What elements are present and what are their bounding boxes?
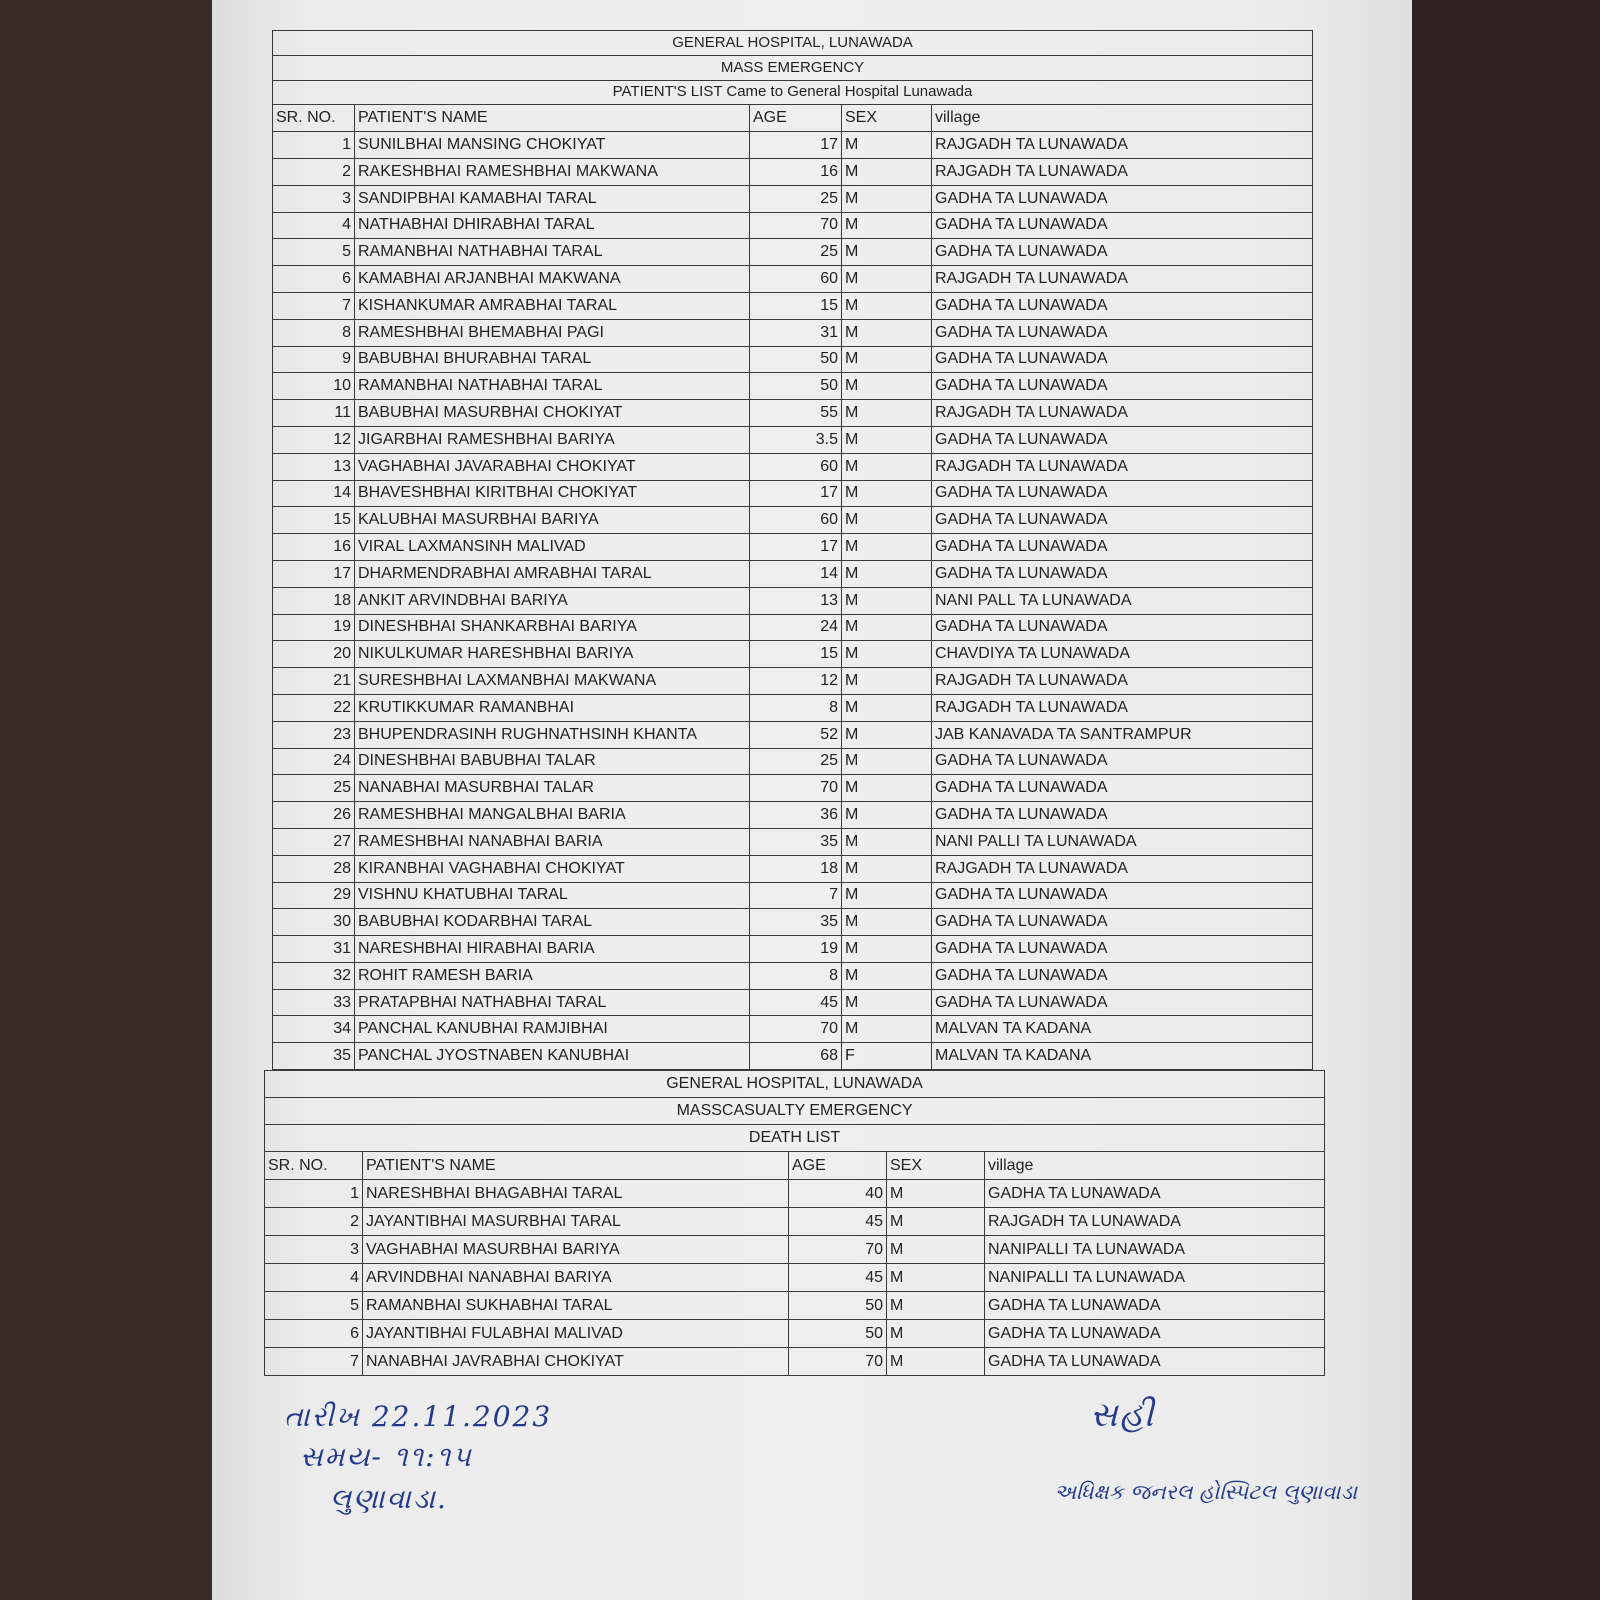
patients-table [272, 30, 1313, 1070]
age-cell: 45 [750, 989, 842, 1016]
patient-row [273, 292, 1313, 319]
patient-row [273, 855, 1313, 882]
sex-cell: M [842, 855, 932, 882]
age-cell: 17 [750, 132, 842, 159]
village-cell: GADHA TA LUNAWADA [932, 426, 1313, 453]
name-cell: BHUPENDRASINH RUGHNATHSINH KHANTA [355, 721, 750, 748]
village-cell: GADHA TA LUNAWADA [932, 614, 1313, 641]
emergency-title: MASS EMERGENCY [273, 55, 1313, 80]
village-cell: RAJGADH TA LUNAWADA [932, 158, 1313, 185]
handwritten-place: લુણાવાડા. [330, 1482, 448, 1515]
sr-cell: 17 [273, 560, 355, 587]
village-cell: RAJGADH TA LUNAWADA [932, 668, 1313, 695]
age-cell: 8 [750, 962, 842, 989]
patients-header-row [273, 105, 1313, 132]
village-cell: GADHA TA LUNAWADA [932, 534, 1313, 561]
name-cell: RAMESHBHAI BHEMABHAI PAGI [355, 319, 750, 346]
sr-cell: 21 [273, 668, 355, 695]
village-cell: GADHA TA LUNAWADA [932, 802, 1313, 829]
sr-cell: 11 [273, 400, 355, 427]
patients-list-title: PATIENT'S LIST Came to General Hospital Lunawada [273, 80, 1313, 105]
village-cell: GADHA TA LUNAWADA [932, 748, 1313, 775]
sr-cell: 23 [273, 721, 355, 748]
death-col-village: village [985, 1152, 1325, 1180]
sex-cell: M [842, 266, 932, 293]
col-age: AGE [750, 105, 842, 132]
sex-cell: M [842, 962, 932, 989]
age-cell: 15 [750, 641, 842, 668]
sr-cell: 2 [273, 158, 355, 185]
sex-cell: M [887, 1208, 985, 1236]
patient-sheet [268, 30, 1312, 1376]
name-cell: VAGHABHAI JAVARABHAI CHOKIYAT [355, 453, 750, 480]
sex-cell: M [842, 721, 932, 748]
death-row [265, 1236, 1325, 1264]
name-cell: DINESHBHAI BABUBHAI TALAR [355, 748, 750, 775]
name-cell: RAMESHBHAI MANGALBHAI BARIA [355, 802, 750, 829]
col-sex: SEX [842, 105, 932, 132]
sex-cell: M [842, 453, 932, 480]
hospital-title: GENERAL HOSPITAL, LUNAWADA [273, 31, 1313, 56]
sex-cell: M [842, 882, 932, 909]
age-cell: 52 [750, 721, 842, 748]
sr-cell: 27 [273, 828, 355, 855]
age-cell: 70 [750, 212, 842, 239]
sr-cell: 1 [265, 1180, 363, 1208]
age-cell: 70 [789, 1348, 887, 1376]
village-cell: GADHA TA LUNAWADA [932, 882, 1313, 909]
patient-row [273, 775, 1313, 802]
village-cell: RAJGADH TA LUNAWADA [985, 1208, 1325, 1236]
village-cell: GADHA TA LUNAWADA [932, 212, 1313, 239]
sex-cell: M [842, 534, 932, 561]
patient-row [273, 614, 1313, 641]
age-cell: 70 [789, 1236, 887, 1264]
handwritten-date: તારીખ 22.11.2023 [284, 1400, 553, 1433]
col-name: PATIENT'S NAME [355, 105, 750, 132]
name-cell: NIKULKUMAR HARESHBHAI BARIYA [355, 641, 750, 668]
village-cell: MALVAN TA KADANA [932, 1016, 1313, 1043]
sr-cell: 4 [265, 1264, 363, 1292]
age-cell: 40 [789, 1180, 887, 1208]
sr-cell: 24 [273, 748, 355, 775]
sr-cell: 29 [273, 882, 355, 909]
patient-row [273, 989, 1313, 1016]
patient-row [273, 668, 1313, 695]
sr-cell: 3 [265, 1236, 363, 1264]
age-cell: 7 [750, 882, 842, 909]
death-col-name: PATIENT'S NAME [363, 1152, 789, 1180]
patient-row [273, 909, 1313, 936]
name-cell: SANDIPBHAI KAMABHAI TARAL [355, 185, 750, 212]
sex-cell: M [842, 239, 932, 266]
name-cell: RAMESHBHAI NANABHAI BARIA [355, 828, 750, 855]
sr-cell: 14 [273, 480, 355, 507]
sex-cell: M [842, 909, 932, 936]
village-cell: RAJGADH TA LUNAWADA [932, 132, 1313, 159]
name-cell: RAMANBHAI NATHABHAI TARAL [355, 373, 750, 400]
sr-cell: 6 [265, 1320, 363, 1348]
name-cell: DHARMENDRABHAI AMRABHAI TARAL [355, 560, 750, 587]
village-cell: GADHA TA LUNAWADA [985, 1348, 1325, 1376]
sex-cell: M [842, 560, 932, 587]
sex-cell: M [842, 292, 932, 319]
village-cell: JAB KANAVADA TA SANTRAMPUR [932, 721, 1313, 748]
name-cell: PANCHAL KANUBHAI RAMJIBHAI [355, 1016, 750, 1043]
death-col-sex: SEX [887, 1152, 985, 1180]
village-cell: GADHA TA LUNAWADA [932, 909, 1313, 936]
name-cell: JIGARBHAI RAMESHBHAI BARIYA [355, 426, 750, 453]
age-cell: 3.5 [750, 426, 842, 453]
sr-cell: 12 [273, 426, 355, 453]
sr-cell: 10 [273, 373, 355, 400]
sex-cell: M [842, 989, 932, 1016]
name-cell: KALUBHAI MASURBHAI BARIYA [355, 507, 750, 534]
sr-cell: 34 [273, 1016, 355, 1043]
sex-cell: M [842, 400, 932, 427]
village-cell: GADHA TA LUNAWADA [985, 1292, 1325, 1320]
name-cell: NARESHBHAI HIRABHAI BARIA [355, 936, 750, 963]
sr-cell: 4 [273, 212, 355, 239]
age-cell: 60 [750, 507, 842, 534]
village-cell: GADHA TA LUNAWADA [932, 560, 1313, 587]
patient-row [273, 721, 1313, 748]
sr-cell: 19 [273, 614, 355, 641]
sex-cell: M [887, 1264, 985, 1292]
background-right [1412, 0, 1600, 1600]
village-cell: GADHA TA LUNAWADA [932, 292, 1313, 319]
age-cell: 70 [750, 1016, 842, 1043]
sex-cell: M [887, 1236, 985, 1264]
village-cell: GADHA TA LUNAWADA [932, 346, 1313, 373]
age-cell: 13 [750, 587, 842, 614]
sex-cell: M [842, 346, 932, 373]
village-cell: RAJGADH TA LUNAWADA [932, 694, 1313, 721]
patient-row [273, 962, 1313, 989]
sex-cell: M [887, 1180, 985, 1208]
sr-cell: 35 [273, 1043, 355, 1070]
sr-cell: 7 [273, 292, 355, 319]
sr-cell: 8 [273, 319, 355, 346]
death-col-sr: SR. NO. [265, 1152, 363, 1180]
sex-cell: M [842, 319, 932, 346]
sex-cell: M [842, 426, 932, 453]
age-cell: 19 [750, 936, 842, 963]
age-cell: 25 [750, 239, 842, 266]
name-cell: NANABHAI JAVRABHAI CHOKIYAT [363, 1348, 789, 1376]
age-cell: 31 [750, 319, 842, 346]
patient-row [273, 534, 1313, 561]
age-cell: 45 [789, 1264, 887, 1292]
patient-row [273, 1043, 1313, 1070]
patient-row [273, 748, 1313, 775]
name-cell: RAMANBHAI SUKHABHAI TARAL [363, 1292, 789, 1320]
age-cell: 14 [750, 560, 842, 587]
village-cell: GADHA TA LUNAWADA [932, 319, 1313, 346]
age-cell: 36 [750, 802, 842, 829]
age-cell: 35 [750, 828, 842, 855]
sr-cell: 16 [273, 534, 355, 561]
patient-row [273, 641, 1313, 668]
age-cell: 18 [750, 855, 842, 882]
sex-cell: M [842, 480, 932, 507]
background-left [0, 0, 212, 1600]
sex-cell: M [887, 1348, 985, 1376]
age-cell: 17 [750, 534, 842, 561]
village-cell: RAJGADH TA LUNAWADA [932, 400, 1313, 427]
village-cell: GADHA TA LUNAWADA [932, 185, 1313, 212]
patient-row [273, 266, 1313, 293]
sex-cell: M [887, 1320, 985, 1348]
patient-row [273, 158, 1313, 185]
name-cell: SUNILBHAI MANSING CHOKIYAT [355, 132, 750, 159]
patient-row [273, 507, 1313, 534]
sex-cell: M [842, 212, 932, 239]
name-cell: VAGHABHAI MASURBHAI BARIYA [363, 1236, 789, 1264]
name-cell: KIRANBHAI VAGHABHAI CHOKIYAT [355, 855, 750, 882]
name-cell: PANCHAL JYOSTNABEN KANUBHAI [355, 1043, 750, 1070]
name-cell: SURESHBHAI LAXMANBHAI MAKWANA [355, 668, 750, 695]
sr-cell: 28 [273, 855, 355, 882]
village-cell: GADHA TA LUNAWADA [932, 373, 1313, 400]
village-cell: CHAVDIYA TA LUNAWADA [932, 641, 1313, 668]
sr-cell: 5 [273, 239, 355, 266]
name-cell: KRUTIKKUMAR RAMANBHAI [355, 694, 750, 721]
sex-cell: M [842, 828, 932, 855]
village-cell: GADHA TA LUNAWADA [932, 989, 1313, 1016]
document-page [212, 0, 1412, 1600]
death-row [265, 1208, 1325, 1236]
age-cell: 17 [750, 480, 842, 507]
death-row [265, 1320, 1325, 1348]
age-cell: 50 [789, 1292, 887, 1320]
name-cell: RAMANBHAI NATHABHAI TARAL [355, 239, 750, 266]
handwritten-time: સમય- ૧૧:૧૫ [300, 1440, 473, 1473]
age-cell: 15 [750, 292, 842, 319]
death-col-age: AGE [789, 1152, 887, 1180]
name-cell: ARVINDBHAI NANABHAI BARIYA [363, 1264, 789, 1292]
sr-cell: 30 [273, 909, 355, 936]
name-cell: JAYANTIBHAI FULABHAI MALIVAD [363, 1320, 789, 1348]
name-cell: NANABHAI MASURBHAI TALAR [355, 775, 750, 802]
name-cell: BABUBHAI BHURABHAI TARAL [355, 346, 750, 373]
sr-cell: 1 [273, 132, 355, 159]
age-cell: 35 [750, 909, 842, 936]
sex-cell: M [842, 373, 932, 400]
village-cell: MALVAN TA KADANA [932, 1043, 1313, 1070]
col-sr: SR. NO. [273, 105, 355, 132]
patient-row [273, 882, 1313, 909]
patient-row [273, 480, 1313, 507]
age-cell: 25 [750, 748, 842, 775]
village-cell: GADHA TA LUNAWADA [932, 480, 1313, 507]
name-cell: ROHIT RAMESH BARIA [355, 962, 750, 989]
patient-row [273, 694, 1313, 721]
name-cell: BABUBHAI KODARBHAI TARAL [355, 909, 750, 936]
sex-cell: M [842, 775, 932, 802]
signature-mark: સહી [1090, 1395, 1156, 1435]
age-cell: 16 [750, 158, 842, 185]
sex-cell: M [842, 185, 932, 212]
village-cell: GADHA TA LUNAWADA [932, 936, 1313, 963]
age-cell: 68 [750, 1043, 842, 1070]
sr-cell: 22 [273, 694, 355, 721]
village-cell: NANIPALLI TA LUNAWADA [985, 1236, 1325, 1264]
sr-cell: 3 [273, 185, 355, 212]
village-cell: NANI PALL TA LUNAWADA [932, 587, 1313, 614]
col-village: village [932, 105, 1313, 132]
patient-row [273, 828, 1313, 855]
sr-cell: 9 [273, 346, 355, 373]
patient-row [273, 185, 1313, 212]
patient-row [273, 373, 1313, 400]
death-emergency-title: MASSCASUALTY EMERGENCY [265, 1098, 1325, 1125]
sr-cell: 32 [273, 962, 355, 989]
sex-cell: M [842, 507, 932, 534]
village-cell: NANIPALLI TA LUNAWADA [985, 1264, 1325, 1292]
death-row [265, 1264, 1325, 1292]
sex-cell: M [842, 158, 932, 185]
sex-cell: M [842, 802, 932, 829]
name-cell: BABUBHAI MASURBHAI CHOKIYAT [355, 400, 750, 427]
name-cell: DINESHBHAI SHANKARBHAI BARIYA [355, 614, 750, 641]
patient-row [273, 400, 1313, 427]
sr-cell: 7 [265, 1348, 363, 1376]
age-cell: 60 [750, 453, 842, 480]
age-cell: 55 [750, 400, 842, 427]
sr-cell: 25 [273, 775, 355, 802]
sr-cell: 13 [273, 453, 355, 480]
village-cell: GADHA TA LUNAWADA [985, 1320, 1325, 1348]
patient-row [273, 1016, 1313, 1043]
name-cell: BHAVESHBHAI KIRITBHAI CHOKIYAT [355, 480, 750, 507]
age-cell: 50 [750, 346, 842, 373]
sex-cell: M [842, 641, 932, 668]
death-row [265, 1292, 1325, 1320]
sex-cell: M [842, 936, 932, 963]
sr-cell: 26 [273, 802, 355, 829]
patient-row [273, 132, 1313, 159]
name-cell: NARESHBHAI BHAGABHAI TARAL [363, 1180, 789, 1208]
sr-cell: 18 [273, 587, 355, 614]
sex-cell: M [842, 1016, 932, 1043]
death-row [265, 1348, 1325, 1376]
village-cell: NANI PALLI TA LUNAWADA [932, 828, 1313, 855]
age-cell: 70 [750, 775, 842, 802]
sex-cell: M [842, 614, 932, 641]
age-cell: 60 [750, 266, 842, 293]
village-cell: RAJGADH TA LUNAWADA [932, 855, 1313, 882]
age-cell: 50 [789, 1320, 887, 1348]
name-cell: NATHABHAI DHIRABHAI TARAL [355, 212, 750, 239]
name-cell: KISHANKUMAR AMRABHAI TARAL [355, 292, 750, 319]
age-cell: 45 [789, 1208, 887, 1236]
patient-row [273, 802, 1313, 829]
name-cell: PRATAPBHAI NATHABHAI TARAL [355, 989, 750, 1016]
sex-cell: M [887, 1292, 985, 1320]
sr-cell: 31 [273, 936, 355, 963]
sex-cell: M [842, 694, 932, 721]
sr-cell: 20 [273, 641, 355, 668]
sex-cell: M [842, 668, 932, 695]
patient-row [273, 346, 1313, 373]
patient-row [273, 212, 1313, 239]
village-cell: GADHA TA LUNAWADA [932, 775, 1313, 802]
death-row [265, 1180, 1325, 1208]
sr-cell: 6 [273, 266, 355, 293]
village-cell: GADHA TA LUNAWADA [932, 239, 1313, 266]
name-cell: VIRAL LAXMANSINH MALIVAD [355, 534, 750, 561]
sr-cell: 33 [273, 989, 355, 1016]
death-header-row [265, 1152, 1325, 1180]
village-cell: GADHA TA LUNAWADA [932, 507, 1313, 534]
name-cell: KAMABHAI ARJANBHAI MAKWANA [355, 266, 750, 293]
patient-row [273, 587, 1313, 614]
sr-cell: 5 [265, 1292, 363, 1320]
sex-cell: M [842, 132, 932, 159]
sex-cell: M [842, 748, 932, 775]
village-cell: RAJGADH TA LUNAWADA [932, 266, 1313, 293]
patient-row [273, 426, 1313, 453]
age-cell: 12 [750, 668, 842, 695]
sr-cell: 2 [265, 1208, 363, 1236]
age-cell: 24 [750, 614, 842, 641]
death-table [264, 1070, 1325, 1376]
age-cell: 50 [750, 373, 842, 400]
village-cell: GADHA TA LUNAWADA [985, 1180, 1325, 1208]
signature-designation: અધિક્ષક જનરલ હોસ્પિટલ લુણાવાડા [1054, 1480, 1358, 1504]
age-cell: 8 [750, 694, 842, 721]
village-cell: RAJGADH TA LUNAWADA [932, 453, 1313, 480]
patient-row [273, 453, 1313, 480]
sex-cell: M [842, 587, 932, 614]
sr-cell: 15 [273, 507, 355, 534]
patient-row [273, 319, 1313, 346]
age-cell: 25 [750, 185, 842, 212]
patient-row [273, 560, 1313, 587]
death-hospital-title: GENERAL HOSPITAL, LUNAWADA [265, 1071, 1325, 1098]
village-cell: GADHA TA LUNAWADA [932, 962, 1313, 989]
name-cell: VISHNU KHATUBHAI TARAL [355, 882, 750, 909]
death-list-title: DEATH LIST [265, 1125, 1325, 1152]
sex-cell: F [842, 1043, 932, 1070]
name-cell: RAKESHBHAI RAMESHBHAI MAKWANA [355, 158, 750, 185]
name-cell: JAYANTIBHAI MASURBHAI TARAL [363, 1208, 789, 1236]
patient-row [273, 239, 1313, 266]
patient-row [273, 936, 1313, 963]
name-cell: ANKIT ARVINDBHAI BARIYA [355, 587, 750, 614]
